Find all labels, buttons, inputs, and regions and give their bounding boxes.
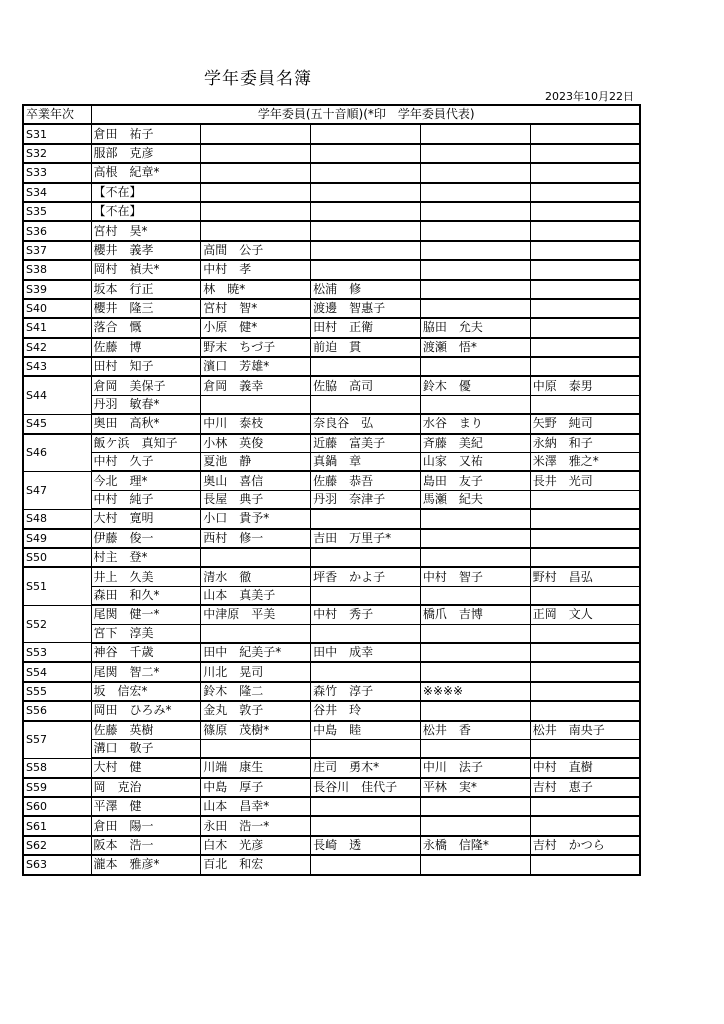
name-cell: 山家 又祐 (420, 453, 530, 472)
name-cell (420, 280, 530, 299)
name-cell: 渡瀬 悟* (420, 338, 530, 357)
name-cell (420, 509, 530, 528)
name-cell: 今北 理* (91, 471, 201, 490)
name-cell: 瀧本 雅彦* (91, 855, 201, 874)
name-cell: 林 暁* (201, 280, 311, 299)
name-cell: 阪本 浩一 (91, 836, 201, 855)
name-cell: 野末 ちづ子 (201, 338, 311, 357)
table-row (23, 395, 640, 414)
year-cell: S47 (23, 471, 91, 509)
name-cell: 服部 克彦 (91, 144, 201, 163)
name-cell (530, 624, 640, 643)
year-cell: S60 (23, 797, 91, 816)
page-title: 学年委員名簿 (204, 69, 312, 89)
name-cell (420, 260, 530, 279)
table-row (23, 453, 640, 472)
name-cell: 吉田 万里子* (311, 529, 421, 548)
table-row (23, 202, 640, 221)
name-cell (420, 124, 530, 143)
table-row (23, 241, 640, 260)
name-cell (420, 701, 530, 720)
table-row (23, 357, 640, 376)
name-cell (530, 260, 640, 279)
name-cell (311, 624, 421, 643)
year-cell: S40 (23, 299, 91, 318)
name-cell: 佐藤 博 (91, 338, 201, 357)
name-cell: 脇田 允夫 (420, 318, 530, 337)
name-cell: 小原 健* (201, 318, 311, 337)
table-row (23, 739, 640, 758)
name-cell (311, 855, 421, 874)
table-row (23, 721, 640, 740)
name-cell: 櫻井 隆三 (91, 299, 201, 318)
table-row (23, 548, 640, 567)
year-cell: S44 (23, 376, 91, 414)
name-cell: 中村 智子 (420, 567, 530, 586)
year-cell: S39 (23, 280, 91, 299)
name-cell: 長谷川 佳代子 (311, 778, 421, 797)
name-cell (311, 816, 421, 835)
year-cell: S59 (23, 778, 91, 797)
name-cell: 倉岡 美保子 (91, 376, 201, 395)
name-cell (420, 395, 530, 414)
year-cell: S33 (23, 163, 91, 182)
name-cell: 大村 健 (91, 758, 201, 777)
name-cell (420, 202, 530, 221)
table-row (23, 836, 640, 855)
name-cell: 平林 実* (420, 778, 530, 797)
table-row (23, 376, 640, 395)
name-cell: 馬瀬 紀夫 (420, 490, 530, 509)
name-cell: 落合 慨 (91, 318, 201, 337)
name-cell (311, 183, 421, 202)
year-cell: S48 (23, 509, 91, 528)
name-cell (311, 163, 421, 182)
table-row (23, 183, 640, 202)
name-cell: 近藤 富美子 (311, 434, 421, 453)
name-cell (530, 586, 640, 605)
year-cell: S54 (23, 662, 91, 681)
name-cell (530, 395, 640, 414)
name-cell: 長井 光司 (530, 471, 640, 490)
year-cell: S61 (23, 816, 91, 835)
name-cell: 中島 睦 (311, 721, 421, 740)
name-cell: 岡田 ひろみ* (91, 701, 201, 720)
year-cell: S49 (23, 529, 91, 548)
name-cell (530, 357, 640, 376)
name-cell: 渡邊 智惠子 (311, 299, 421, 318)
name-cell (201, 395, 311, 414)
table-row (23, 567, 640, 586)
year-cell: S35 (23, 202, 91, 221)
table-row (23, 144, 640, 163)
name-cell (311, 739, 421, 758)
name-cell (201, 548, 311, 567)
table-row (23, 414, 640, 433)
year-cell: S46 (23, 434, 91, 472)
name-cell: 米澤 雅之* (530, 453, 640, 472)
table-row (23, 624, 640, 643)
name-cell: 【不在】 (91, 183, 201, 202)
name-cell: 高根 紀章* (91, 163, 201, 182)
name-cell: 松浦 修 (311, 280, 421, 299)
year-cell: S50 (23, 548, 91, 567)
name-cell (201, 624, 311, 643)
name-cell (530, 202, 640, 221)
table-row (23, 509, 640, 528)
name-cell (420, 357, 530, 376)
year-cell: S43 (23, 357, 91, 376)
name-cell: 山本 真美子 (201, 586, 311, 605)
name-cell: 夏池 静 (201, 453, 311, 472)
name-cell: 金丸 敦子 (201, 701, 311, 720)
name-cell: 神谷 千歳 (91, 643, 201, 662)
name-cell: 倉田 陽一 (91, 816, 201, 835)
name-cell: 田中 紀美子* (201, 643, 311, 662)
name-cell (311, 662, 421, 681)
year-cell: S42 (23, 338, 91, 357)
year-cell: S52 (23, 605, 91, 643)
name-cell: 西村 修一 (201, 529, 311, 548)
name-cell (201, 739, 311, 758)
roster-body (23, 124, 640, 874)
name-cell (311, 586, 421, 605)
year-cell: S36 (23, 221, 91, 240)
name-cell (530, 682, 640, 701)
name-cell: 百北 和宏 (201, 855, 311, 874)
name-cell (420, 163, 530, 182)
name-cell: 中村 秀子 (311, 605, 421, 624)
name-cell (420, 643, 530, 662)
table-row (23, 682, 640, 701)
name-cell: 川北 晃司 (201, 662, 311, 681)
name-cell: 正岡 文人 (530, 605, 640, 624)
table-row (23, 586, 640, 605)
name-cell: 尾関 健一* (91, 605, 201, 624)
name-cell (311, 221, 421, 240)
name-cell: 前迫 貫 (311, 338, 421, 357)
table-row (23, 662, 640, 681)
name-cell: 森田 和久* (91, 586, 201, 605)
year-cell: S45 (23, 414, 91, 433)
year-cell: S51 (23, 567, 91, 605)
name-cell: 吉村 恵子 (530, 778, 640, 797)
roster-table (22, 104, 641, 876)
name-cell: 奥田 高秋* (91, 414, 201, 433)
name-cell: 岡村 禎夫* (91, 260, 201, 279)
name-cell: 倉岡 義幸 (201, 376, 311, 395)
name-cell (311, 509, 421, 528)
table-row (23, 643, 640, 662)
name-cell: 清水 徹 (201, 567, 311, 586)
name-cell: 倉田 祐子 (91, 124, 201, 143)
name-cell: 中原 泰男 (530, 376, 640, 395)
year-cell: S63 (23, 855, 91, 874)
name-cell (530, 662, 640, 681)
name-cell (311, 548, 421, 567)
name-cell: 佐藤 英樹 (91, 721, 201, 740)
name-cell: 中津原 平美 (201, 605, 311, 624)
table-row (23, 758, 640, 777)
name-cell (311, 357, 421, 376)
name-cell (311, 144, 421, 163)
name-cell (530, 529, 640, 548)
name-cell (420, 816, 530, 835)
name-cell: 丹羽 敏春* (91, 395, 201, 414)
name-cell (530, 299, 640, 318)
table-row (23, 701, 640, 720)
name-cell: 田村 知子 (91, 357, 201, 376)
year-cell: S38 (23, 260, 91, 279)
name-cell (420, 586, 530, 605)
name-cell (530, 163, 640, 182)
name-cell (530, 739, 640, 758)
name-cell: 山本 昌幸* (201, 797, 311, 816)
table-row (23, 490, 640, 509)
table-row (23, 260, 640, 279)
table-row (23, 797, 640, 816)
name-cell: 伊藤 俊一 (91, 529, 201, 548)
name-cell: 庄司 勇木* (311, 758, 421, 777)
name-cell (530, 643, 640, 662)
name-cell (530, 183, 640, 202)
name-cell: 橋爪 吉博 (420, 605, 530, 624)
year-cell: S34 (23, 183, 91, 202)
year-cell: S37 (23, 241, 91, 260)
name-cell: 坪香 かよ子 (311, 567, 421, 586)
name-cell (311, 395, 421, 414)
name-cell (420, 739, 530, 758)
name-cell: 溝口 敬子 (91, 739, 201, 758)
year-cell: S58 (23, 758, 91, 777)
name-cell: 丹羽 奈津子 (311, 490, 421, 509)
name-cell (530, 338, 640, 357)
name-cell: 櫻井 義孝 (91, 241, 201, 260)
table-row (23, 221, 640, 240)
name-cell: 【不在】 (91, 202, 201, 221)
name-cell: 鈴木 隆二 (201, 682, 311, 701)
name-cell (530, 280, 640, 299)
name-cell: 松井 香 (420, 721, 530, 740)
name-cell: 島田 友子 (420, 471, 530, 490)
year-cell: S55 (23, 682, 91, 701)
name-cell (201, 144, 311, 163)
name-cell: 小林 英俊 (201, 434, 311, 453)
name-cell: 中村 直樹 (530, 758, 640, 777)
members-column-header: 学年委員(五十音順)(*印 学年委員代表) (91, 105, 640, 124)
name-cell: 尾関 智二* (91, 662, 201, 681)
name-cell (311, 241, 421, 260)
name-cell: 吉村 かつら (530, 836, 640, 855)
name-cell: 森竹 淳子 (311, 682, 421, 701)
year-cell: S31 (23, 124, 91, 143)
table-row (23, 605, 640, 624)
table-row (23, 471, 640, 490)
table-row (23, 338, 640, 357)
name-cell: 中島 厚子 (201, 778, 311, 797)
name-cell: 篠原 茂樹* (201, 721, 311, 740)
name-cell: 奈良谷 弘 (311, 414, 421, 433)
name-cell (420, 529, 530, 548)
table-row (23, 816, 640, 835)
name-cell (311, 797, 421, 816)
name-cell: 坂本 行正 (91, 280, 201, 299)
name-cell: 中村 久子 (91, 453, 201, 472)
name-cell (420, 548, 530, 567)
name-cell: 宮村 昊* (91, 221, 201, 240)
name-cell: 永田 浩一* (201, 816, 311, 835)
name-cell (420, 624, 530, 643)
name-cell: 中村 純子 (91, 490, 201, 509)
name-cell: 宮村 智* (201, 299, 311, 318)
table-row (23, 124, 640, 143)
table-row (23, 280, 640, 299)
name-cell: 永橋 信隆* (420, 836, 530, 855)
name-cell: 長崎 透 (311, 836, 421, 855)
name-cell: 谷井 玲 (311, 701, 421, 720)
year-cell: S53 (23, 643, 91, 662)
name-cell (311, 124, 421, 143)
name-cell (530, 490, 640, 509)
name-cell (311, 202, 421, 221)
name-cell: 坂 信宏* (91, 682, 201, 701)
name-cell: 宮下 淳美 (91, 624, 201, 643)
name-cell (530, 701, 640, 720)
name-cell (201, 221, 311, 240)
name-cell: 岡 克治 (91, 778, 201, 797)
name-cell: 中川 法子 (420, 758, 530, 777)
name-cell (420, 855, 530, 874)
name-cell (201, 163, 311, 182)
table-row (23, 529, 640, 548)
document-date: 2023年10月22日 (545, 90, 634, 103)
name-cell: 村主 登* (91, 548, 201, 567)
name-cell: 中村 孝 (201, 260, 311, 279)
name-cell: 濱口 芳雄* (201, 357, 311, 376)
table-row (23, 299, 640, 318)
name-cell: 野村 昌弘 (530, 567, 640, 586)
name-cell: 田村 正衛 (311, 318, 421, 337)
name-cell: ※※※※ (420, 682, 530, 701)
table-row (23, 855, 640, 874)
name-cell: 永納 和子 (530, 434, 640, 453)
name-cell (530, 816, 640, 835)
name-cell (530, 855, 640, 874)
name-cell: 中川 泰枝 (201, 414, 311, 433)
name-cell: 松井 南央子 (530, 721, 640, 740)
name-cell (530, 124, 640, 143)
name-cell (420, 662, 530, 681)
name-cell: 鈴木 優 (420, 376, 530, 395)
name-cell (420, 221, 530, 240)
year-cell: S57 (23, 721, 91, 759)
name-cell: 川端 康生 (201, 758, 311, 777)
name-cell (530, 509, 640, 528)
header-row (23, 105, 640, 124)
name-cell: 高間 公子 (201, 241, 311, 260)
name-cell (420, 299, 530, 318)
year-column-header: 卒業年次 (23, 105, 91, 124)
name-cell: 井上 久美 (91, 567, 201, 586)
name-cell: 小口 貴予* (201, 509, 311, 528)
name-cell (311, 260, 421, 279)
name-cell (201, 183, 311, 202)
name-cell: 佐藤 恭吾 (311, 471, 421, 490)
table-row (23, 778, 640, 797)
name-cell: 矢野 純司 (530, 414, 640, 433)
name-cell: 真鍋 章 (311, 453, 421, 472)
name-cell (530, 241, 640, 260)
name-cell (530, 318, 640, 337)
name-cell: 大村 寛明 (91, 509, 201, 528)
name-cell: 斉藤 美紀 (420, 434, 530, 453)
name-cell: 佐脇 高司 (311, 376, 421, 395)
name-cell (201, 124, 311, 143)
name-cell: 奥山 喜信 (201, 471, 311, 490)
name-cell: 田中 成幸 (311, 643, 421, 662)
year-cell: S62 (23, 836, 91, 855)
name-cell (420, 183, 530, 202)
name-cell (530, 144, 640, 163)
name-cell (420, 241, 530, 260)
name-cell (201, 202, 311, 221)
name-cell: 長屋 典子 (201, 490, 311, 509)
year-cell: S56 (23, 701, 91, 720)
name-cell (530, 221, 640, 240)
name-cell (530, 797, 640, 816)
name-cell (420, 144, 530, 163)
name-cell: 平澤 健 (91, 797, 201, 816)
table-row (23, 163, 640, 182)
year-cell: S41 (23, 318, 91, 337)
name-cell: 飯ケ浜 真知子 (91, 434, 201, 453)
table-row (23, 318, 640, 337)
name-cell: 水谷 まり (420, 414, 530, 433)
table-row (23, 434, 640, 453)
name-cell: 白木 光彦 (201, 836, 311, 855)
name-cell (530, 548, 640, 567)
year-cell: S32 (23, 144, 91, 163)
name-cell (420, 797, 530, 816)
